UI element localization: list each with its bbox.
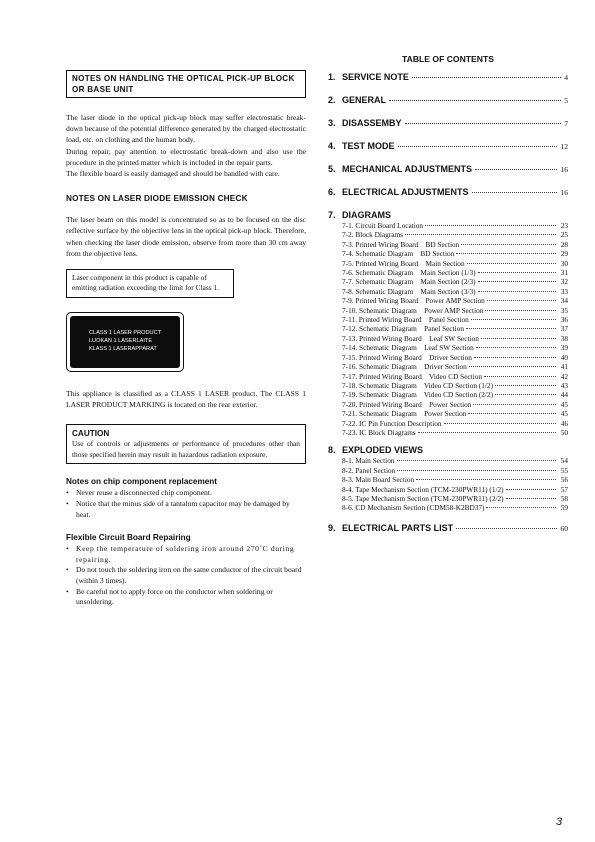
- toc-subentry-page: 58: [560, 493, 568, 503]
- toc-entry-electrical-adjustments[interactable]: 6. ELECTRICAL ADJUSTMENTS 16: [328, 187, 568, 197]
- toc-subentry[interactable]: [342, 494, 568, 503]
- toc-subentry[interactable]: [342, 503, 568, 512]
- toc-subentry[interactable]: [342, 400, 568, 409]
- toc-subentry-label: 7-22. IC Pin Function Description: [342, 418, 442, 428]
- toc-subentry-page: 57: [560, 484, 568, 494]
- toc-subentry-label: 7-7. Schematic Diagram Main Section (2/3): [342, 277, 476, 287]
- toc-subentry-page: 42: [560, 371, 568, 381]
- caution-title: CAUTION: [72, 429, 110, 439]
- toc-subentry-label: 7-8. Schematic Diagram Main Section (3/3): [342, 286, 476, 296]
- toc-subentry-label: 7-10. Schematic Diagram Power AMP Section: [342, 305, 484, 315]
- toc-subentry[interactable]: [342, 353, 568, 362]
- laser-label-line-1: CLASS 1 LASER PRODUCT: [88, 330, 162, 337]
- toc-title: TABLE OF CONTENTS: [402, 54, 494, 64]
- class1-laser-label: [66, 312, 184, 372]
- toc-subentry-label: 7-15. Printed Wiring Board Driver Section: [342, 352, 472, 362]
- toc-subentry-label: 8-2. Panel Section: [342, 465, 396, 475]
- optical-pickup-paragraph-1: The laser diode in the optical pick-up block may suffer electrostatic break-down because of the potential difference generated by the charged electrostatic load, etc. on clothing and the human body.: [66, 113, 306, 145]
- list-item: • Be careful not to apply force on the conductor when soldering or unsoldering.: [66, 586, 273, 607]
- toc-subentry-label: 8-6. CD Mechanism Section (CDM58-K2BD37): [342, 503, 485, 513]
- toc-subentry-label: 7-2. Block Diagrams: [342, 230, 403, 240]
- toc-subentry-page: 31: [560, 268, 568, 278]
- flex-board-list: [66, 544, 306, 608]
- toc-subentry-page: 38: [560, 333, 568, 343]
- toc-subentry[interactable]: [342, 466, 568, 475]
- toc-subentry-page: 28: [560, 239, 568, 249]
- toc-subentry-page: 37: [560, 324, 568, 334]
- toc-entry-diagrams[interactable]: 7. DIAGRAMS: [328, 210, 391, 220]
- laser-component-note: Laser component in this product is capable of emitting radiation exceeding the limit for Class 1.: [66, 269, 234, 298]
- toc-subentry[interactable]: [342, 343, 568, 352]
- left-column: [66, 70, 306, 608]
- toc-subentry-label: 7-11. Printed Wiring Board Panel Section: [342, 315, 469, 325]
- toc-subentry[interactable]: [342, 296, 568, 305]
- toc-subentry-page: 36: [560, 315, 568, 325]
- toc-subentry-page: 41: [560, 362, 568, 372]
- toc-subentry[interactable]: [342, 428, 568, 437]
- toc-entry-disassembly[interactable]: 3. DISASSEMBY 7: [328, 118, 568, 128]
- toc-subentry-page: 40: [560, 352, 568, 362]
- toc-subentry[interactable]: [342, 287, 568, 296]
- toc-subentry-page: 43: [560, 380, 568, 390]
- toc-subentry-page: 34: [560, 296, 568, 306]
- toc-subentry[interactable]: [342, 221, 568, 230]
- toc-subentry[interactable]: [342, 230, 568, 239]
- toc-subentry-label: 7-19. Schematic Diagram Video CD Section (2/2): [342, 390, 494, 400]
- table-of-contents: [328, 54, 568, 535]
- laser-label-line-3: KLASS 1 LASERAPPARAT: [88, 345, 157, 352]
- toc-entry-exploded-views[interactable]: 8. EXPLODED VIEWS: [328, 445, 424, 456]
- toc-subentry-page: 39: [560, 343, 568, 353]
- toc-subentry[interactable]: [342, 456, 568, 465]
- toc-subentry-page: 44: [560, 390, 568, 400]
- toc-subentry-page: 56: [560, 475, 568, 485]
- toc-subentry-label: 7-9. Printed Wiring Board Power AMP Section: [342, 296, 485, 306]
- toc-entry-service-note[interactable]: 1. SERVICE NOTE 4: [328, 72, 568, 82]
- toc-subentry-label: 8-1. Main Section: [342, 456, 395, 466]
- toc-subentry-label: 7-21. Schematic Diagram Power Section: [342, 409, 467, 419]
- toc-subentry[interactable]: [342, 240, 568, 249]
- toc-subentry-label: 8-4. Tape Mechanism Section (TCM-230PWR11) (1/2): [342, 484, 504, 494]
- toc-subentry[interactable]: [342, 249, 568, 258]
- toc-subentry-label: 7-12. Schematic Diagram Panel Section: [342, 324, 464, 334]
- optical-pickup-notes-title: NOTES ON HANDLING THE OPTICAL PICK-UP BLOCK OR BASE UNIT: [66, 70, 306, 98]
- toc-subentry-page: 55: [560, 465, 568, 475]
- toc-subentry[interactable]: [342, 419, 568, 428]
- laser-emission-heading: NOTES ON LASER DIODE EMISSION CHECK: [66, 194, 248, 204]
- toc-entry-electrical-parts-list[interactable]: 9. ELECTRICAL PARTS LIST 60: [328, 522, 568, 533]
- toc-subentry[interactable]: [342, 372, 568, 381]
- toc-subentry-label: 7-1. Circuit Board Location: [342, 221, 424, 230]
- toc-subentry-page: 25: [560, 230, 568, 240]
- toc-subentry-label: 7-20. Printed Wiring Board Power Section: [342, 399, 472, 409]
- toc-entry-mechanical-adjustments[interactable]: 5. MECHANICAL ADJUSTMENTS 16: [328, 164, 568, 174]
- toc-subentry-page: 32: [560, 277, 568, 287]
- toc-subentry[interactable]: [342, 259, 568, 268]
- toc-subentry[interactable]: [342, 475, 568, 484]
- toc-subentry-label: 7-17. Printed Wiring Board Video CD Section: [342, 371, 483, 381]
- class1-paragraph: This appliance is classified as a CLASS 1 LASER product. The CLASS 1 LASER PRODUCT MARKING is located on the rear exterior.: [66, 388, 306, 410]
- toc-subentry-label: 7-16. Schematic Diagram Driver Section: [342, 362, 467, 372]
- toc-subentry-page: 23: [560, 221, 568, 230]
- toc-subentry-page: 45: [560, 399, 568, 409]
- toc-subentry-page: 59: [560, 503, 568, 513]
- toc-subentry-label: 7-5. Printed Wiring Board Main Section: [342, 258, 465, 268]
- list-item: • Never reuse a disconnected chip component.: [66, 488, 212, 498]
- flex-board-heading: Flexible Circuit Board Repairing: [66, 533, 191, 543]
- toc-subentry[interactable]: [342, 277, 568, 286]
- toc-subentry[interactable]: [342, 334, 568, 343]
- laser-label-line-2: LUOKAN 1 LASERLAITE: [88, 338, 153, 345]
- toc-subentry[interactable]: [342, 485, 568, 494]
- list-item: • Notice that the minus side of a tantalum capacitor may be damaged by heat.: [66, 499, 290, 519]
- toc-entry-test-mode[interactable]: 4. TEST MODE 12: [328, 141, 568, 151]
- toc-diagrams-list: [342, 221, 568, 437]
- toc-subentry-label: 7-4. Schematic Diagram BD Section: [342, 249, 455, 259]
- toc-subentry[interactable]: [342, 390, 568, 399]
- toc-subentry[interactable]: [342, 268, 568, 277]
- toc-subentry[interactable]: [342, 381, 568, 390]
- list-item: • Do not touch the soldering iron on the same conductor of the circuit board (within 3 times).: [66, 565, 302, 585]
- toc-subentry[interactable]: [342, 306, 568, 315]
- toc-exploded-list: [342, 456, 568, 512]
- toc-subentry-label: 7-14. Schematic Diagram Leaf SW Section: [342, 343, 474, 353]
- toc-subentry-page: 50: [560, 427, 568, 437]
- optical-pickup-paragraph-3: The flexible board is easily damaged and should be handled with care.: [66, 169, 280, 179]
- toc-subentry-label: 8-3. Main Board Section: [342, 475, 415, 485]
- toc-subentry[interactable]: [342, 324, 568, 333]
- toc-subentry-label: 7-13. Printed Wiring Board Leaf SW Section: [342, 333, 479, 343]
- toc-subentry-page: 35: [560, 305, 568, 315]
- toc-subentry-label: 7-6. Schematic Diagram Main Section (1/3): [342, 268, 476, 278]
- toc-subentry-label: 7-18. Schematic Diagram Video CD Section (1/2): [342, 380, 494, 390]
- toc-subentry-page: 30: [560, 258, 568, 268]
- toc-subentry-page: 45: [560, 409, 568, 419]
- chip-replacement-heading: Notes on chip component replacement: [66, 477, 218, 487]
- toc-subentry-page: 33: [560, 286, 568, 296]
- optical-pickup-paragraph-2: During repair, pay attention to electrostatic break-down and also use the procedure in the printed matter which is included in the repair parts.: [66, 146, 306, 167]
- toc-subentry[interactable]: [342, 315, 568, 324]
- toc-subentry[interactable]: [342, 409, 568, 418]
- toc-subentry-label: 8-5. Tape Mechanism Section (TCM-230PWR11) (2/2): [342, 493, 504, 503]
- caution-text: Use of controls or adjustments or performance of procedures other than those specified herein may result in hazardous radiation exposure.: [72, 439, 300, 459]
- toc-subentry[interactable]: [342, 362, 568, 371]
- toc-subentry-page: 46: [560, 418, 568, 428]
- caution-box: [66, 424, 306, 464]
- chip-replacement-list: [66, 488, 306, 520]
- toc-subentry-page: 54: [560, 456, 568, 466]
- toc-entry-general[interactable]: 2. GENERAL 5: [328, 95, 568, 105]
- list-item: • Keep the temperature of soldering iron around 270˚C during repairing.: [66, 544, 295, 564]
- toc-subentry-page: 29: [560, 249, 568, 259]
- toc-subentry-label: 7-3. Printed Wiring Board BD Section: [342, 239, 460, 249]
- toc-subentry-label: 7-23. IC Block Diagrams: [342, 427, 416, 437]
- page-number: 3: [556, 816, 563, 828]
- laser-emission-paragraph: The laser beam on this model is concentrated so as to be focused on the disc reflective surface by the objective lens in the optical pick-up block. Therefore, when checking the laser diode emission, observe from more than 30 cm away from the objective lens.: [66, 215, 306, 258]
